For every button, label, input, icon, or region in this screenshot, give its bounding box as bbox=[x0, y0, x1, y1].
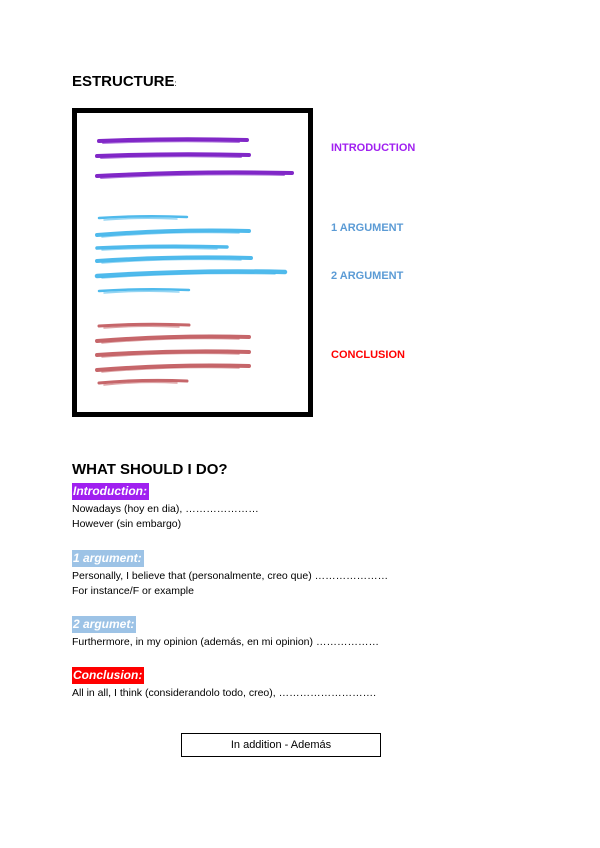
introduction-line-1: Nowadays (hoy en dia), ………………… bbox=[72, 503, 259, 515]
argument-1-line-1: Personally, I believe that (personalmente, creo que) ………………… bbox=[72, 570, 389, 582]
label-argument-1: 1 ARGUMENT bbox=[331, 222, 404, 234]
conclusion-strokes bbox=[97, 324, 249, 385]
connector-phrase-box: In addition - Además bbox=[181, 733, 381, 757]
introduction-stroke bbox=[103, 141, 239, 143]
section-label-argument-2: 2 argumet: bbox=[73, 617, 135, 631]
brush-strokes-drawing bbox=[77, 113, 308, 412]
conclusion-stroke bbox=[104, 326, 179, 328]
introduction-stroke bbox=[101, 156, 241, 158]
introduction-line-2: However (sin embargo) bbox=[72, 518, 182, 530]
document-outline-illustration bbox=[72, 108, 313, 417]
argument-2-line-1: Furthermore, in my opinion (además, en mi opinion) ……………… bbox=[72, 636, 379, 648]
structure-title bbox=[72, 73, 177, 90]
label-introduction: INTRODUCTION bbox=[331, 142, 416, 154]
introduction-strokes bbox=[97, 139, 292, 178]
section-label-introduction: Introduction: bbox=[73, 484, 147, 498]
argument-strokes bbox=[97, 216, 285, 293]
conclusion-line-1: All in all, I think (considerandolo todo, creo), ………………………. bbox=[72, 687, 377, 699]
section-label-argument-1: 1 argument: bbox=[73, 551, 142, 565]
section-label-conclusion: Conclusion: bbox=[73, 668, 143, 682]
structure-title-colon: : bbox=[174, 79, 177, 88]
argument-stroke bbox=[104, 218, 177, 220]
argument-1-line-2: For instance/F or example bbox=[72, 585, 194, 597]
argument-stroke bbox=[102, 248, 217, 250]
argument-stroke bbox=[104, 291, 179, 293]
guide-title: WHAT SHOULD I DO? bbox=[72, 461, 228, 478]
label-argument-2: 2 ARGUMENT bbox=[331, 270, 404, 282]
structure-title-text: ESTRUCTURE bbox=[72, 73, 175, 90]
label-conclusion: CONCLUSION bbox=[331, 349, 405, 361]
